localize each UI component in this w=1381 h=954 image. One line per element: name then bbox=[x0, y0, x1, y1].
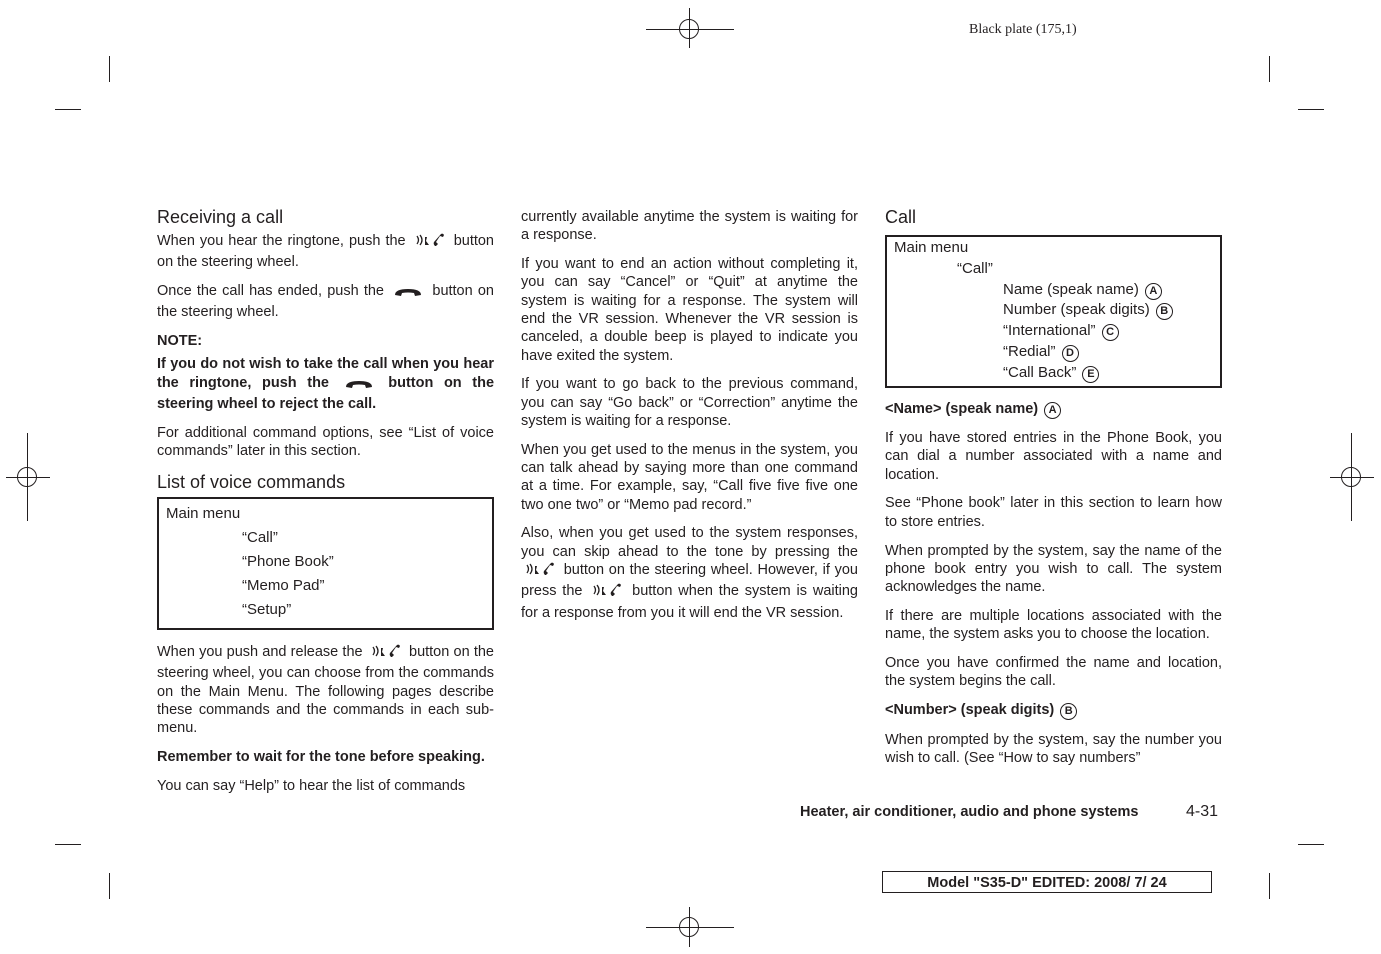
registration-mark-circle bbox=[679, 917, 699, 937]
paragraph: Also, when you get used to the system responses, you can skip ahead to the tone by pressing the button on the steering wheel. However, if you press the button when the system is waiting for a response from you it will end the VR session. bbox=[521, 525, 858, 621]
voice-talk-icon bbox=[371, 643, 401, 664]
subheading-number: <Number> (speak digits) B bbox=[885, 701, 1222, 720]
marker-a-icon: A bbox=[1044, 402, 1061, 419]
menu-title: Main menu bbox=[166, 504, 241, 522]
voice-talk-icon bbox=[592, 582, 622, 603]
paragraph: If you have stored entries in the Phone Book, you can dial a number associated with a name and location. bbox=[885, 430, 1222, 483]
menu-title: Main menu bbox=[894, 239, 969, 256]
paragraph: Once you have confirmed the name and location, the system begins the call. bbox=[885, 655, 1222, 690]
note-label: NOTE: bbox=[157, 333, 203, 350]
call-menu-box bbox=[885, 235, 1222, 388]
menu-item: Number (speak digits) B bbox=[894, 300, 1213, 321]
crop-mark bbox=[55, 109, 81, 110]
model-edited-box: Model "S35-D" EDITED: 2008/ 7/ 24 bbox=[882, 871, 1212, 893]
phone-hang-up-icon bbox=[393, 285, 423, 303]
phone-hang-up-icon bbox=[344, 377, 374, 395]
crop-mark bbox=[109, 873, 110, 899]
paragraph: Once the call has ended, push the button on the steering wheel. bbox=[157, 283, 494, 321]
menu-item: “Phone Book” bbox=[242, 552, 334, 570]
marker-e-icon: E bbox=[1082, 366, 1099, 383]
registration-mark-circle bbox=[17, 467, 37, 487]
marker-c-icon: C bbox=[1102, 324, 1119, 341]
heading-receiving-a-call: Receiving a call bbox=[157, 207, 284, 227]
paragraph: currently available anytime the system is waiting for a response. bbox=[521, 209, 858, 244]
crop-mark bbox=[1298, 844, 1324, 845]
heading-list-of-voice-commands: List of voice commands bbox=[157, 471, 346, 492]
column-right bbox=[885, 206, 1222, 778]
paragraph: For additional command options, see “List of voice commands” later in this section. bbox=[157, 424, 494, 460]
paragraph: When you get used to the menus in the system, you can talk ahead by saying more than one command at a time. For example, say, “Call five five five one two one two” or “Memo pad record.” bbox=[521, 441, 858, 513]
registration-mark-circle bbox=[679, 19, 699, 39]
column-left bbox=[157, 206, 494, 806]
remember-note: Remember to wait for the tone before speaking. bbox=[157, 748, 485, 765]
crop-mark bbox=[109, 56, 110, 82]
paragraph: When you hear the ringtone, push the button on the steering wheel. bbox=[157, 233, 495, 271]
marker-b-icon: B bbox=[1060, 703, 1077, 720]
marker-b-icon: B bbox=[1156, 303, 1173, 320]
note-text: If you do not wish to take the call when you hear the ringtone, push the button on the steering wheel to reject the call. bbox=[157, 356, 495, 413]
crop-mark bbox=[55, 844, 81, 845]
subheading-name: <Name> (speak name) A bbox=[885, 400, 1222, 419]
menu-item: Name (speak name) A bbox=[894, 280, 1213, 301]
page-number: 4-31 bbox=[1186, 803, 1219, 820]
menu-sub-item: “Call” bbox=[957, 259, 993, 277]
marker-a-icon: A bbox=[1145, 283, 1162, 300]
voice-talk-icon bbox=[415, 232, 445, 253]
registration-mark-circle bbox=[1341, 467, 1361, 487]
voice-talk-icon bbox=[525, 561, 555, 582]
plate-label: Black plate (175,1) bbox=[969, 22, 1077, 37]
voice-command-menu-box bbox=[157, 497, 494, 630]
marker-d-icon: D bbox=[1062, 345, 1079, 362]
paragraph: If you want to end an action without completing it, you can say “Cancel” or “Quit” at anytime the system is waiting for a response. The system will end the VR session. Whenever the VR session is canceled, a double beep is played to indicate you have exited the system. bbox=[521, 256, 858, 364]
heading-call: Call bbox=[885, 207, 917, 227]
menu-item: “Memo Pad” bbox=[242, 576, 325, 594]
paragraph: When prompted by the system, say the name of the phone book entry you wish to call. The system acknowledges the name. bbox=[885, 542, 1222, 596]
paragraph: If there are multiple locations associated with the name, the system asks you to choose the location. bbox=[885, 607, 1222, 643]
crop-mark bbox=[1298, 109, 1324, 110]
menu-item: “Call” bbox=[242, 528, 278, 546]
paragraph: See “Phone book” later in this section to learn how to store entries. bbox=[885, 495, 1222, 530]
crop-mark bbox=[1269, 56, 1270, 82]
menu-item: “Call Back” E bbox=[894, 363, 1213, 384]
paragraph: When you push and release the button on the steering wheel, you can choose from the commands on the Main Menu. The following pages describe these commands and the commands in each sub-menu. bbox=[157, 643, 494, 737]
menu-item: “International” C bbox=[894, 321, 1213, 342]
column-middle bbox=[521, 208, 858, 632]
paragraph: When prompted by the system, say the number you wish to call. (See “How to say numbers” bbox=[885, 731, 1222, 766]
paragraph: If you want to go back to the previous command, you can say “Go back” or “Correction” anytime the system is waiting for a response. bbox=[521, 376, 858, 429]
footer-section-title: Heater, air conditioner, audio and phone systems bbox=[800, 804, 1139, 820]
paragraph: You can say “Help” to hear the list of commands bbox=[157, 777, 466, 794]
crop-mark bbox=[1269, 873, 1270, 899]
menu-item: “Redial” D bbox=[894, 342, 1213, 363]
menu-item: “Setup” bbox=[242, 600, 292, 618]
